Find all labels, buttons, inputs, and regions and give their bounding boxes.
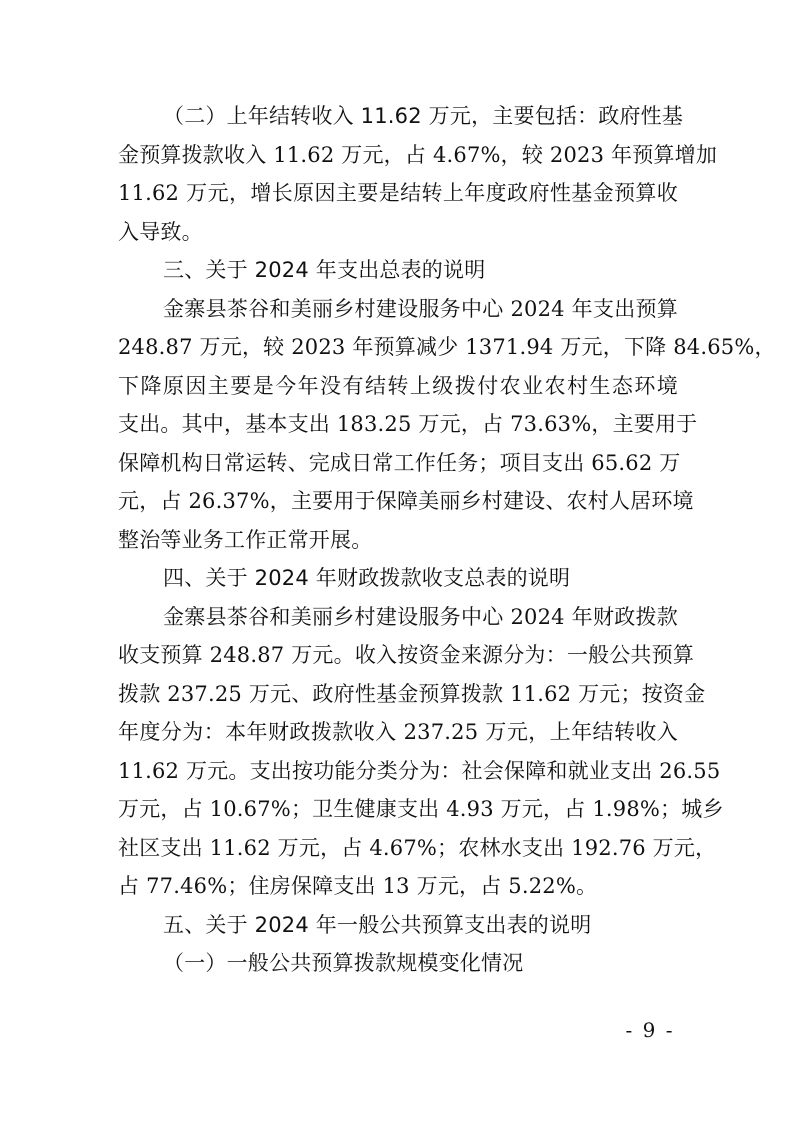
section-4-line: 11.62 万元。支出按功能分类分为：社会保障和就业支出 26.55 bbox=[118, 758, 721, 783]
section-3-line: 下降原因主要是今年没有结转上级拨付农业农村生态环境 bbox=[118, 373, 678, 398]
section-4-line: 金寨县茶谷和美丽乡村建设服务中心 2024 年财政拨款 bbox=[163, 604, 678, 629]
section-4-line: 社区支出 11.62 万元，占 4.67%；农林水支出 192.76 万元， bbox=[118, 835, 717, 860]
section-3-line: 金寨县茶谷和美丽乡村建设服务中心 2024 年支出预算 bbox=[163, 296, 678, 321]
section-3-line: 248.87 万元，较 2023 年预算减少 1371.94 万元，下降 84.65%， bbox=[118, 335, 776, 359]
section-3-line: 保障机构日常运转、完成日常工作任务；项目支出 65.62 万 bbox=[118, 450, 681, 475]
section-4-heading: 四、关于 2024 年财政拨款收支总表的说明 bbox=[163, 566, 571, 590]
paragraph-carryover-income-line-3: 11.62 万元，增长原因主要是结转上年度政府性基金预算收 bbox=[118, 181, 678, 205]
section-4-line: 拨款 237.25 万元、政府性基金预算拨款 11.62 万元；按资金 bbox=[118, 681, 706, 706]
carryover-income-lead: （二）上年结转收入 11.62 万元， bbox=[163, 104, 493, 128]
section-4-line: 收支预算 248.87 万元。收入按资金来源分为：一般公共预算 bbox=[118, 643, 695, 667]
carryover-income-line-1-rest: 主要包括：政府性基 bbox=[492, 104, 684, 128]
section-3-line: 支出。其中，基本支出 183.25 万元，占 73.63%，主要用于 bbox=[118, 412, 698, 436]
paragraph-carryover-income-line-4: 入导致。 bbox=[118, 219, 203, 244]
paragraph-carryover-income-line-2: 金预算拨款收入 11.62 万元，占 4.67%，较 2023 年预算增加 bbox=[118, 142, 718, 167]
section-3-line: 元，占 26.37%，主要用于保障美丽乡村建设、农村人居环境 bbox=[118, 489, 694, 513]
section-4-line: 占 77.46%；住房保障支出 13 万元，占 5.22%。 bbox=[118, 874, 598, 898]
section-3-heading: 三、关于 2024 年支出总表的说明 bbox=[163, 258, 486, 282]
section-3-line: 整治等业务工作正常开展。 bbox=[118, 527, 373, 552]
section-4-line: 万元，占 10.67%；卫生健康支出 4.93 万元，占 1.98%；城乡 bbox=[118, 797, 724, 821]
page-number: - 9 - bbox=[625, 1018, 675, 1042]
section-5-heading: 五、关于 2024 年一般公共预算支出表的说明 bbox=[163, 912, 592, 937]
section-5-subheading: （一）一般公共预算拨款规模变化情况 bbox=[163, 951, 524, 975]
section-4-line: 年度分为：本年财政拨款收入 237.25 万元，上年结转收入 bbox=[118, 720, 678, 744]
paragraph-carryover-income-line-1 bbox=[163, 96, 684, 136]
